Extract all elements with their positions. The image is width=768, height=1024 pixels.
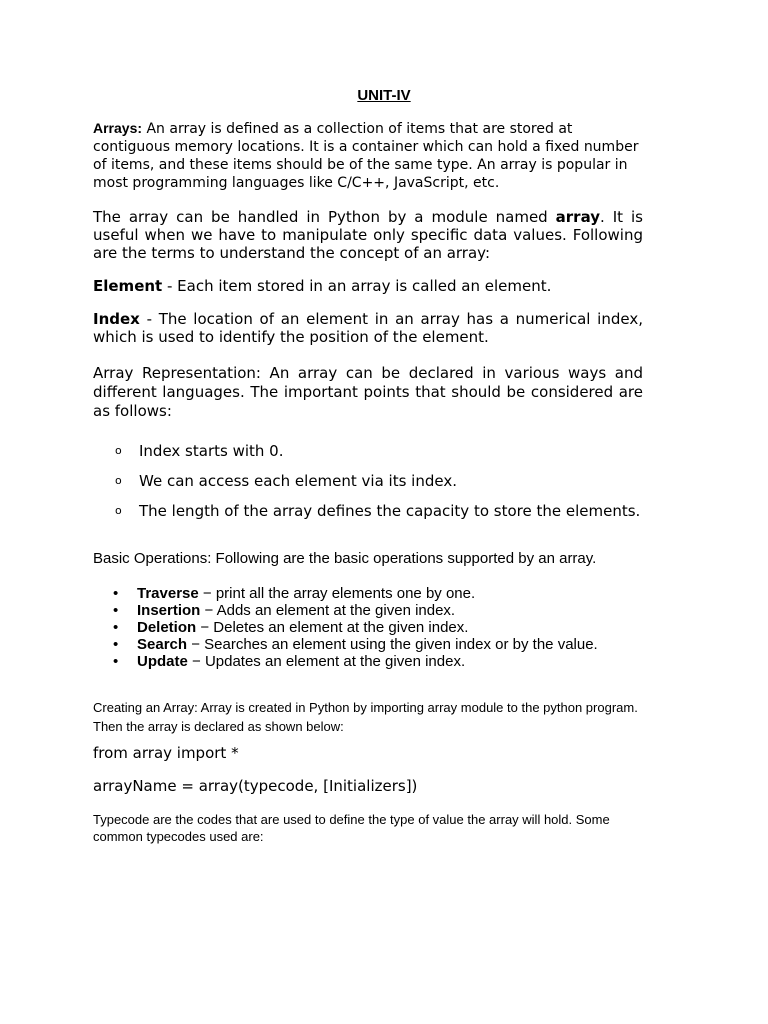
index-term: Index [93, 310, 140, 328]
circle-bullet-icon: o [115, 504, 122, 517]
list-item [115, 440, 643, 462]
circle-bullet-icon: o [115, 474, 122, 487]
operation-description: − Searches an element using the given index or by the value. [187, 636, 598, 653]
operation-name: Traverse [137, 585, 199, 602]
operation-description: − Updates an element at the given index. [187, 653, 466, 670]
operation-description: − print all the array elements one by one. [198, 585, 476, 602]
index-definition-paragraph [93, 310, 643, 346]
bullet-icon: • [113, 636, 119, 653]
operation-description: − Deletes an element at the given index. [196, 619, 469, 636]
circle-bullet-icon: o [115, 444, 122, 457]
array-representation-paragraph: Array Representation: An array can be declared in various ways and different languages. The important points that should be considered are as follows: [93, 364, 643, 420]
operation-name: Search [137, 636, 188, 653]
list-item-text: We can access each element via its index. [139, 472, 457, 490]
operation-name: Deletion [137, 619, 197, 636]
code-import-line: from array import * [93, 744, 239, 762]
list-item-text: The length of the array defines the capacity to store the elements. [139, 502, 641, 520]
list-item [113, 653, 673, 670]
code-declare-line: arrayName = array(typecode, [Initializers]) [93, 777, 418, 795]
python-module-paragraph [93, 208, 643, 262]
element-definition-text: - Each item stored in an array is called an element. [162, 277, 552, 295]
creating-array-paragraph: Creating an Array: Array is created in Python by importing array module to the python program. Then the array is declared as shown below: [93, 700, 638, 734]
bullet-icon: • [113, 653, 119, 670]
index-definition-text: - The location of an element in an array has a numerical index, which is used to identify the position of the element. [93, 310, 643, 346]
operation-name: Update [137, 653, 188, 670]
bullet-icon: • [113, 602, 119, 619]
representation-points-list [115, 440, 643, 530]
operations-list [113, 585, 673, 670]
python-module-text-after: . It is useful when we have to manipulate only specific data values. Following are the terms to understand the concept of an array: [93, 208, 643, 262]
list-item-text: Index starts with 0. [139, 442, 284, 460]
bullet-icon: • [113, 619, 119, 636]
operation-name: Insertion [137, 602, 201, 619]
typecode-note-paragraph: Typecode are the codes that are used to define the type of value the array will hold. Some common typecodes used are: [93, 812, 610, 844]
list-item [113, 619, 673, 636]
arrays-term: Arrays: [93, 120, 143, 136]
list-item [115, 470, 643, 492]
arrays-definition-text: An array is defined as a collection of items that are stored at contiguous memory locations. It is a container which can hold a fixed number of items, and these items should be of the same type. An array is popular in most programming languages like C/C++, JavaScript, etc. [93, 121, 639, 191]
list-item [113, 602, 673, 619]
element-term: Element [93, 277, 163, 295]
operation-description: − Adds an element at the given index. [200, 602, 456, 619]
list-item [115, 500, 643, 522]
bullet-icon: • [113, 585, 119, 602]
basic-operations-intro: Basic Operations: Following are the basic operations supported by an array. [93, 550, 597, 567]
element-definition-paragraph [93, 277, 643, 295]
array-keyword: array [555, 208, 601, 226]
list-item [113, 585, 673, 602]
python-module-text-before: The array can be handled in Python by a module named [93, 208, 556, 226]
arrays-definition-paragraph [93, 119, 643, 192]
page-title: UNIT-IV [357, 87, 411, 104]
list-item [113, 636, 673, 653]
